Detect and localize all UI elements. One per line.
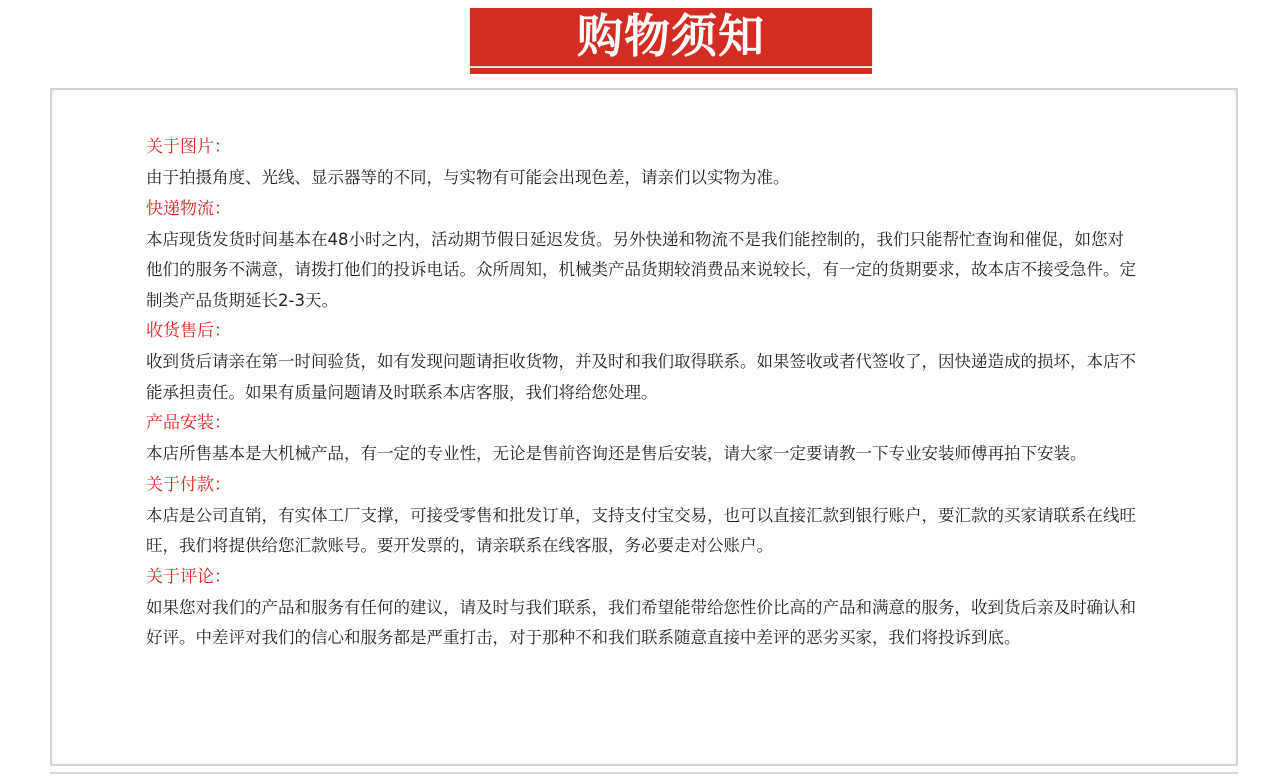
section-body: 如果您对我们的产品和服务有任何的建议，请及时与我们联系，我们希望能带给您性价比高的产品和满意的服务，收到货后亲及时确认和好评。中差评对我们的信心和服务都是严重打击，对于那种不和我们联系随意直接中差评的恶劣买家，我们将投诉到底。 [146, 597, 1136, 647]
banner-underline [470, 68, 872, 74]
section-title: 产品安装： [146, 413, 231, 433]
notice-content [146, 132, 1136, 654]
section-after-sales [146, 316, 1136, 408]
section-title: 关于付款： [146, 474, 231, 495]
frame-bottom-divider [50, 772, 1238, 774]
section-payment [146, 470, 1136, 562]
section-title: 快递物流： [146, 198, 231, 219]
section-body: 本店所售基本是大机械产品，有一定的专业性，无论是售前咨询还是售后安装，请大家一定要请教一下专业安装师傅再拍下安装。 [146, 444, 1087, 463]
section-title: 关于评论： [146, 566, 231, 587]
section-body: 收到货后请亲在第一时间验货，如有发现问题请拒收货物，并及时和我们取得联系。如果签收或者代签收了，因快递造成的损坏，本店不能承担责任。如果有质量问题请及时联系本店客服，我们将给您处理。 [146, 352, 1136, 402]
section-body: 本店是公司直销，有实体工厂支撑，可接受零售和批发订单，支持支付宝交易，也可以直接汇款到银行账户，要汇款的买家请联系在线旺旺，我们将提供给您汇款账号。要开发票的，请亲联系在线客服，务必要走对公账户。 [146, 505, 1136, 555]
section-body: 由于拍摄角度、光线、显示器等的不同，与实物有可能会出现色差，请亲们以实物为准。 [146, 168, 790, 187]
section-title: 关于图片： [146, 137, 231, 157]
section-title: 收货售后： [146, 321, 231, 341]
section-shipping [146, 194, 1136, 317]
section-about-images [146, 132, 1136, 194]
section-reviews [146, 562, 1136, 654]
banner-title: 购物须知 [470, 8, 872, 66]
section-body: 本店现货发货时间基本在48小时之内，活动期节假日延迟发货。另外快递和物流不是我们能控制的，我们只能帮忙查询和催促，如您对他们的服务不满意，请拨打他们的投诉电话。众所周知，机械类产品货期较消费品来说较长，有一定的货期要求，故本店不接受急件。定制类产品货期延长2-3天。 [146, 229, 1136, 310]
section-installation [146, 408, 1136, 470]
